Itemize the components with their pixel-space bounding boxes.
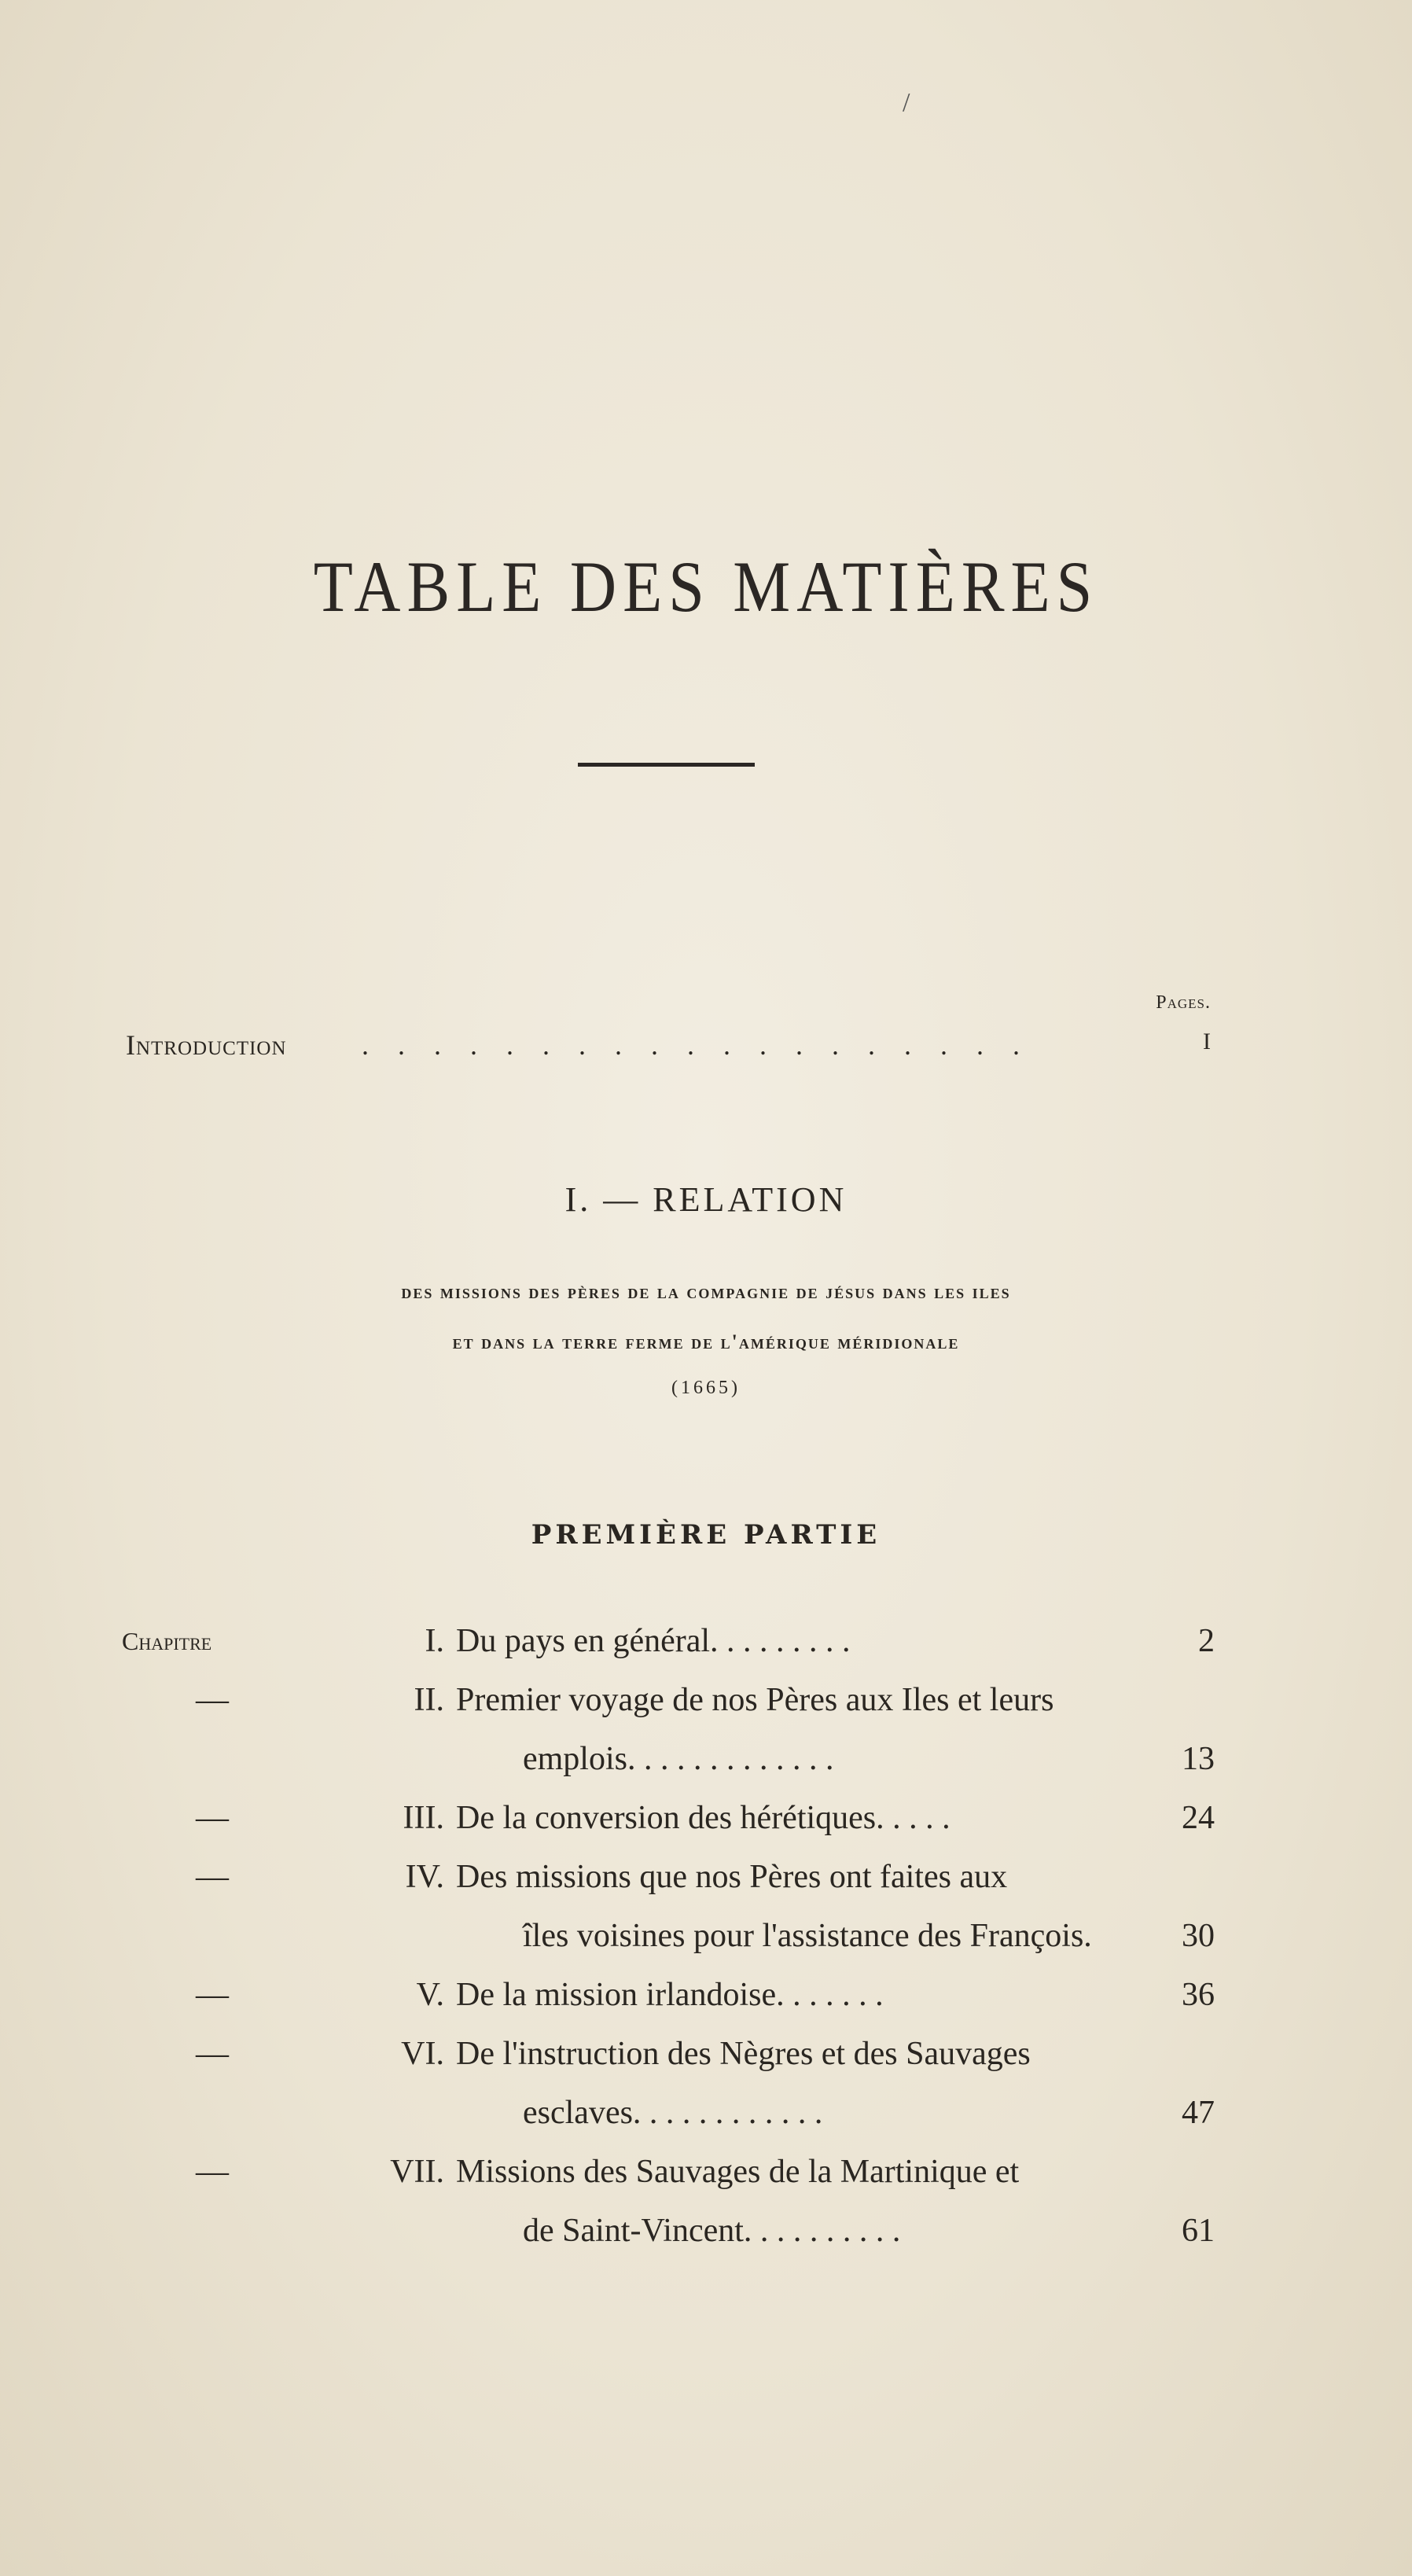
toc-entry-4 xyxy=(122,1848,1215,1907)
toc-entry-2-continued xyxy=(122,1730,1215,1789)
page-title: TABLE DES MATIÈRES xyxy=(313,546,1099,627)
chapter-page-number: 30 xyxy=(1182,1918,1215,1954)
part-heading: PREMIÈRE PARTIE xyxy=(531,1519,881,1551)
chapter-number: VII. xyxy=(390,2154,444,2190)
title-rule xyxy=(578,763,755,767)
ditto-dash: — xyxy=(196,2154,229,2190)
chapter-number: IV. xyxy=(405,1859,444,1895)
toc-entry-7 xyxy=(122,2143,1215,2202)
toc-entry-7-continued xyxy=(122,2202,1215,2261)
toc-entry-5 xyxy=(122,1966,1215,2025)
section-heading: I. — RELATION xyxy=(564,1180,848,1219)
margin-mark: / xyxy=(903,88,910,117)
ditto-dash: — xyxy=(196,2036,229,2072)
chapter-number: I. xyxy=(425,1623,444,1659)
chapter-number: VI. xyxy=(401,2036,444,2072)
chapter-title: De la conversion des hérétiques. . . . . xyxy=(456,1800,951,1836)
toc-entry-1 xyxy=(122,1612,1215,1671)
chapter-title: Premier voyage de nos Pères aux Iles et leurs xyxy=(456,1682,1054,1718)
chapter-title: Des missions que nos Pères ont faites aux xyxy=(456,1859,1008,1895)
introduction-page-number: I xyxy=(1203,1029,1211,1054)
chapter-title-continued: îles voisines pour l'assistance des François. xyxy=(523,1918,1092,1954)
chapter-number: III. xyxy=(403,1800,444,1836)
section-subtitle-line-2: et dans la terre ferme de l'amérique méridionale xyxy=(452,1330,960,1353)
chapter-title: Missions des Sauvages de la Martinique et xyxy=(456,2154,1020,2190)
section-subtitle-line-1: des missions des pères de la compagnie de jésus dans les iles xyxy=(401,1280,1011,1303)
section-year: (1665) xyxy=(671,1378,741,1398)
chapter-title: De l'instruction des Nègres et des Sauvages xyxy=(456,2036,1031,2072)
ditto-dash: — xyxy=(196,1800,229,1836)
pages-column-label: Pages. xyxy=(1156,992,1211,1013)
introduction-entry xyxy=(126,1029,1211,1076)
chapter-number: V. xyxy=(416,1977,444,2013)
chapter-title-continued: emplois. . . . . . . . . . . . . xyxy=(523,1741,834,1777)
ditto-dash: — xyxy=(196,1859,229,1895)
chapter-title-continued: de Saint-Vincent. . . . . . . . . . xyxy=(523,2213,901,2249)
chapter-page-number: 13 xyxy=(1182,1741,1215,1777)
chapter-title: De la mission irlandoise. . . . . . . xyxy=(456,1977,884,2013)
leader-dots: . . . . . . . . . . . . . . . . . . . xyxy=(362,1029,1031,1061)
chapter-number: II. xyxy=(414,1682,444,1718)
chapter-page-number: 61 xyxy=(1182,2213,1215,2249)
chapter-page-number: 36 xyxy=(1182,1977,1215,2013)
ditto-dash: — xyxy=(196,1682,229,1718)
introduction-label: Introduction xyxy=(126,1029,287,1061)
toc-entry-6-continued xyxy=(122,2084,1215,2143)
toc-entry-3 xyxy=(122,1789,1215,1848)
toc-entry-6 xyxy=(122,2025,1215,2084)
chapter-word: Chapitre xyxy=(122,1627,212,1655)
chapter-page-number: 47 xyxy=(1182,2095,1215,2131)
chapter-title: Du pays en général. . . . . . . . . xyxy=(456,1623,851,1659)
table-of-contents xyxy=(122,1612,1215,2261)
toc-entry-2 xyxy=(122,1671,1215,1730)
toc-entry-4-continued xyxy=(122,1907,1215,1966)
ditto-dash: — xyxy=(196,1977,229,2013)
chapter-page-number: 2 xyxy=(1198,1623,1215,1659)
chapter-page-number: 24 xyxy=(1182,1800,1215,1836)
chapter-title-continued: esclaves. . . . . . . . . . . . xyxy=(523,2095,823,2131)
